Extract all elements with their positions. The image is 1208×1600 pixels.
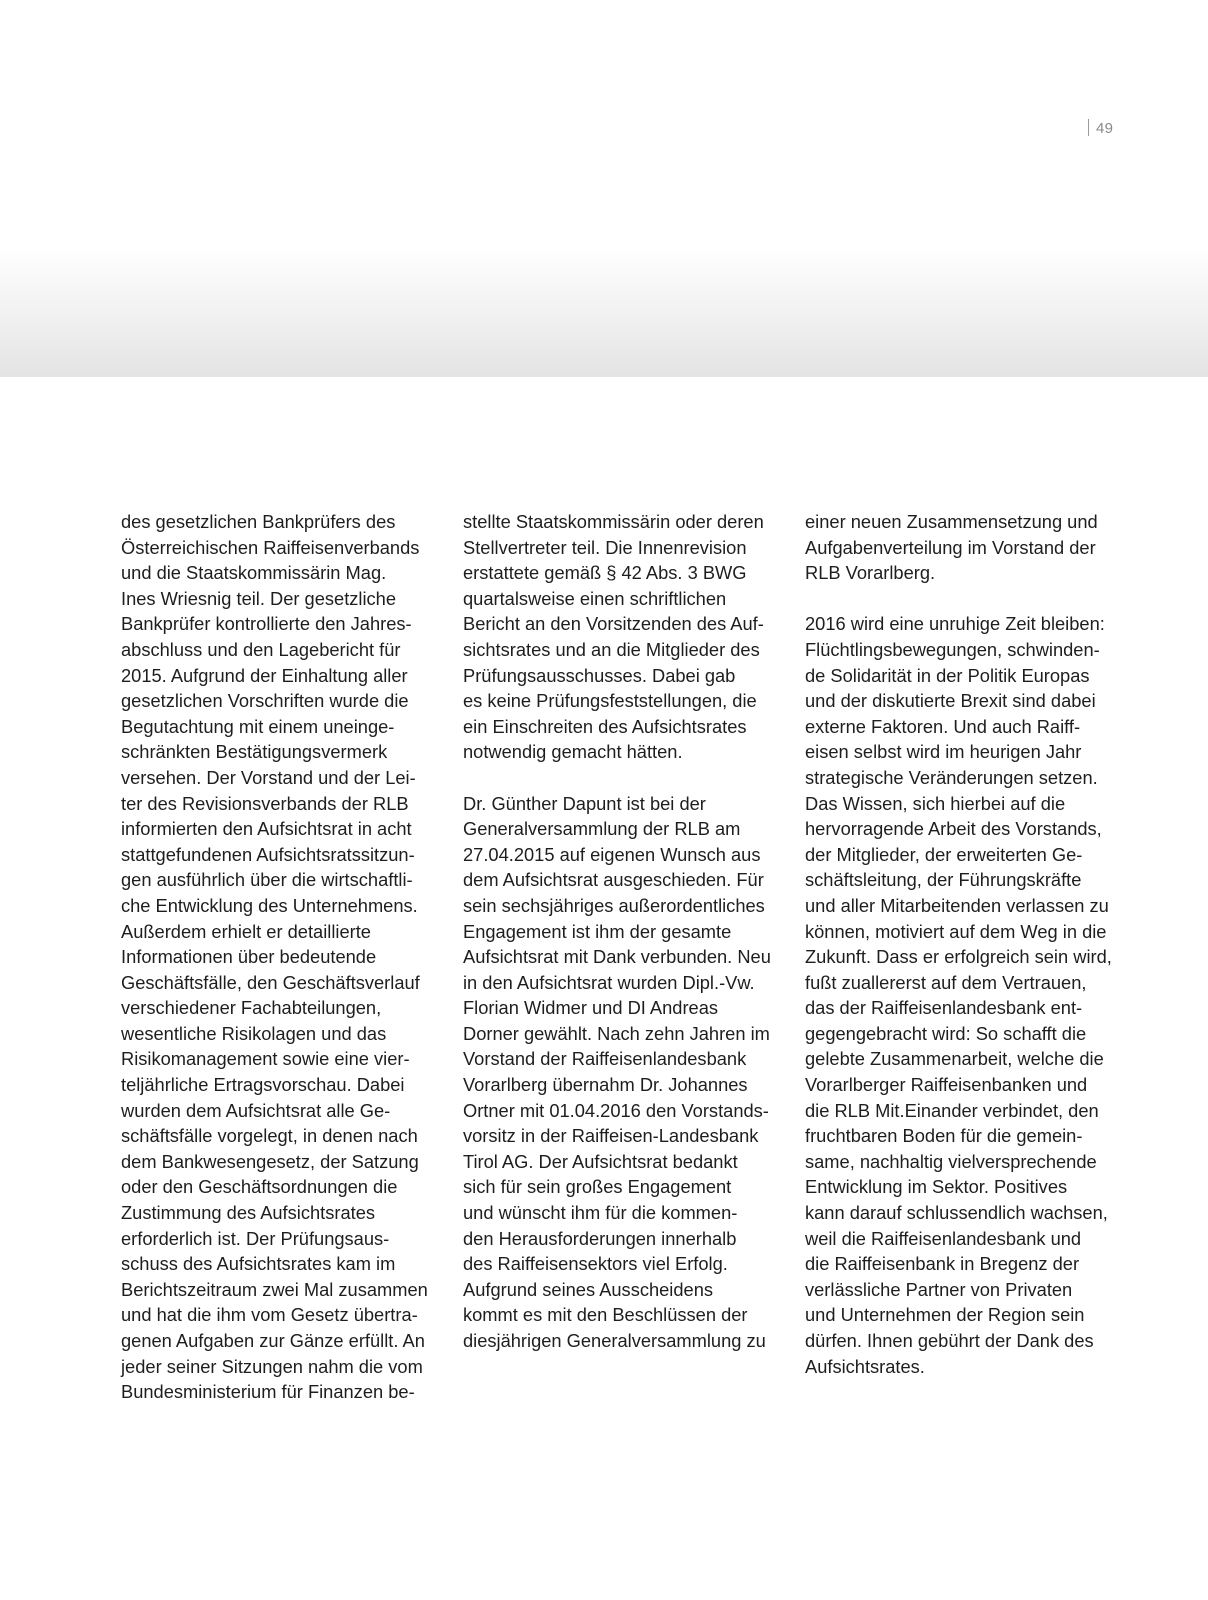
text-line: informierten den Aufsichtsrat in acht <box>121 818 412 840</box>
text-line: Bericht an den Vorsitzenden des Auf- <box>463 613 764 635</box>
text-line: RLB Vorarlberg. <box>805 562 936 584</box>
text-line: der Mitglieder, der erweiterten Ge- <box>805 843 1083 865</box>
text-line: und der diskutierte Brexit sind dabei <box>805 690 1096 712</box>
text-line: schuss des Aufsichtsrates kam im <box>121 1253 396 1275</box>
text-line: dürfen. Ihnen gebührt der Dank des <box>805 1330 1094 1351</box>
text-line: versehen. Der Vorstand und der Lei- <box>121 766 416 788</box>
text-line: gelebte Zusammenarbeit, welche die <box>805 1048 1104 1070</box>
text-line: Österreichischen Raiffeisenverbands <box>121 536 420 558</box>
text-line: Das Wissen, sich hierbei auf die <box>805 792 1066 814</box>
text-line: dem Bankwesengesetz, der Satzung <box>121 1150 419 1172</box>
text-line: und aller Mitarbeitenden verlassen zu <box>805 894 1109 916</box>
text-line: Aufsichtsrates. <box>805 1355 925 1377</box>
text-line: stellte Staatskommissärin oder deren <box>463 511 764 532</box>
text-line: Vorarlberg übernahm Dr. Johannes <box>463 1074 748 1096</box>
text-line: Flüchtlingsbewegungen, schwinden- <box>805 638 1100 660</box>
paragraph <box>805 611 1125 1379</box>
text-line: fruchtbaren Boden für die gemein- <box>805 1125 1083 1147</box>
text-line: hervorragende Arbeit des Vorstands, <box>805 818 1102 840</box>
text-line: kann darauf schlussendlich wachsen, <box>805 1202 1108 1224</box>
text-line: Aufgabenverteilung im Vorstand der <box>805 536 1096 558</box>
text-line: gen ausführlich über die wirtschaftli- <box>121 869 413 891</box>
text-line: eisen selbst wird im heurigen Jahr <box>805 741 1082 763</box>
text-line: Dr. Günther Dapunt ist bei der <box>463 792 706 814</box>
text-line: wurden dem Aufsichtsrat alle Ge- <box>121 1099 391 1121</box>
text-line: Aufgrund seines Ausscheidens <box>463 1278 714 1300</box>
text-line: Engagement ist ihm der gesamte <box>463 920 732 942</box>
text-column-2 <box>463 509 783 1354</box>
text-line: jeder seiner Sitzungen nahm die vom <box>121 1355 423 1377</box>
text-line: Außerdem erhielt er detaillierte <box>121 920 371 942</box>
text-line: und die Staatskommissärin Mag. <box>121 562 387 584</box>
paragraph-gap <box>463 765 783 791</box>
text-line: Informationen über bedeutende <box>121 946 377 968</box>
text-line: einer neuen Zusammensetzung und <box>805 511 1098 532</box>
text-line: Vorarlberger Raiffeisenbanken und <box>805 1074 1088 1096</box>
text-line: Bankprüfer kontrollierte den Jahres- <box>121 613 412 635</box>
text-line: die RLB Mit.Einander verbindet, den <box>805 1099 1099 1121</box>
text-line: Ines Wriesnig teil. Der gesetzliche <box>121 587 397 609</box>
text-line: Zukunft. Dass er erfolgreich sein wird, <box>805 946 1112 968</box>
text-line: des Raiffeisensektors viel Erfolg. <box>463 1253 728 1275</box>
text-line: und Unternehmen der Region sein <box>805 1304 1085 1326</box>
text-line: erstattete gemäß § 42 Abs. 3 BWG <box>463 562 747 584</box>
text-line: vorsitz in der Raiffeisen-Landesbank <box>463 1125 759 1147</box>
text-line: dem Aufsichtsrat ausgeschieden. Für <box>463 869 764 891</box>
text-line: oder den Geschäftsordnungen die <box>121 1176 398 1198</box>
text-line: wesentliche Risikolagen und das <box>121 1022 387 1044</box>
text-line: und hat die ihm vom Gesetz übertra- <box>121 1304 418 1326</box>
text-line: sich für sein großes Engagement <box>463 1176 732 1198</box>
text-line: ter des Revisionsverbands der RLB <box>121 792 409 814</box>
text-line: den Herausforderungen innerhalb <box>463 1227 737 1249</box>
text-line: und wünscht ihm für die kommen- <box>463 1202 738 1224</box>
text-line: Generalversammlung der RLB am <box>463 818 741 840</box>
text-line: Florian Widmer und DI Andreas <box>463 997 719 1019</box>
text-line: abschluss und den Lagebericht für <box>121 638 401 660</box>
text-line: Entwicklung im Sektor. Positives <box>805 1176 1068 1198</box>
text-line: Zustimmung des Aufsichtsrates <box>121 1202 376 1224</box>
text-line: Dorner gewählt. Nach zehn Jahren im <box>463 1022 770 1044</box>
text-line: 2016 wird eine unruhige Zeit bleiben: <box>805 613 1105 635</box>
paragraph <box>805 509 1125 586</box>
text-line: schäftsleitung, der Führungskräfte <box>805 869 1082 891</box>
text-line: kommt es mit den Beschlüssen der <box>463 1304 748 1326</box>
text-line: können, motiviert auf dem Weg in die <box>805 920 1107 942</box>
text-line: teljährliche Ertragsvorschau. Dabei <box>121 1074 405 1096</box>
text-line: Aufsichtsrat mit Dank verbunden. Neu <box>463 946 771 968</box>
text-line: Berichtszeitraum zwei Mal zusammen <box>121 1278 428 1300</box>
text-line: sein sechsjähriges außerordentliches <box>463 894 765 916</box>
text-line: Ortner mit 01.04.2016 den Vorstands- <box>463 1099 769 1121</box>
text-line: fußt zuallererst auf dem Vertrauen, <box>805 971 1087 993</box>
text-column-1 <box>121 509 441 1405</box>
text-line: gesetzlichen Vorschriften wurde die <box>121 690 409 712</box>
paragraph-gap <box>805 586 1125 612</box>
text-line: Stellvertreter teil. Die Innenrevision <box>463 536 747 558</box>
text-line: des gesetzlichen Bankprüfers des <box>121 511 396 532</box>
text-line: strategische Veränderungen setzen. <box>805 766 1098 788</box>
text-line: externe Faktoren. Und auch Raiff- <box>805 715 1081 737</box>
text-line: notwendig gemacht hätten. <box>463 741 683 763</box>
paragraph <box>121 509 441 1405</box>
text-column-3 <box>805 509 1125 1379</box>
text-line: schränkten Bestätigungsvermerk <box>121 741 388 763</box>
text-line: schäftsfälle vorgelegt, in denen nach <box>121 1125 418 1147</box>
text-line: gegengebracht wird: So schafft die <box>805 1022 1087 1044</box>
text-line: diesjährigen Generalversammlung zu <box>463 1330 766 1351</box>
text-line: es keine Prüfungsfeststellungen, die <box>463 690 757 712</box>
text-line: sichtsrates und an die Mitglieder des <box>463 638 760 660</box>
text-line: 27.04.2015 auf eigenen Wunsch aus <box>463 843 761 865</box>
text-line: weil die Raiffeisenlandesbank und <box>805 1227 1082 1249</box>
paragraph <box>463 509 783 765</box>
text-line: verschiedener Fachabteilungen, <box>121 997 382 1019</box>
text-line: stattgefundenen Aufsichtsratssitzun- <box>121 843 415 865</box>
text-line: 2015. Aufgrund der Einhaltung aller <box>121 664 408 686</box>
text-line: Bundesministerium für Finanzen be- <box>121 1381 415 1403</box>
text-line: in den Aufsichtsrat wurden Dipl.-Vw. <box>463 971 755 993</box>
text-line: Tirol AG. Der Aufsichtsrat bedankt <box>463 1150 738 1172</box>
page-number <box>1088 119 1113 137</box>
text-line: Prüfungsausschusses. Dabei gab <box>463 664 736 686</box>
text-line: ein Einschreiten des Aufsichtsrates <box>463 715 747 737</box>
text-line: erforderlich ist. Der Prüfungsaus- <box>121 1227 390 1249</box>
paragraph <box>463 791 783 1354</box>
text-line: Vorstand der Raiffeisenlandesbank <box>463 1048 747 1070</box>
page-number-separator <box>1088 119 1089 136</box>
text-line: das der Raiffeisenlandesbank ent- <box>805 997 1083 1019</box>
text-line: Risikomanagement sowie eine vier- <box>121 1048 410 1070</box>
text-line: de Solidarität in der Politik Europas <box>805 664 1090 686</box>
text-line: quartalsweise einen schriftlichen <box>463 587 727 609</box>
text-line: genen Aufgaben zur Gänze erfüllt. An <box>121 1330 425 1351</box>
text-line: die Raiffeisenbank in Bregenz der <box>805 1253 1080 1275</box>
page-number-value: 49 <box>1096 120 1114 137</box>
header-gradient-band <box>0 245 1208 377</box>
text-line: same, nachhaltig vielversprechende <box>805 1150 1097 1172</box>
text-line: Geschäftsfälle, den Geschäftsverlauf <box>121 971 420 993</box>
text-line: verlässliche Partner von Privaten <box>805 1278 1073 1300</box>
text-line: Begutachtung mit einem uneinge- <box>121 715 395 737</box>
text-line: che Entwicklung des Unternehmens. <box>121 894 418 916</box>
